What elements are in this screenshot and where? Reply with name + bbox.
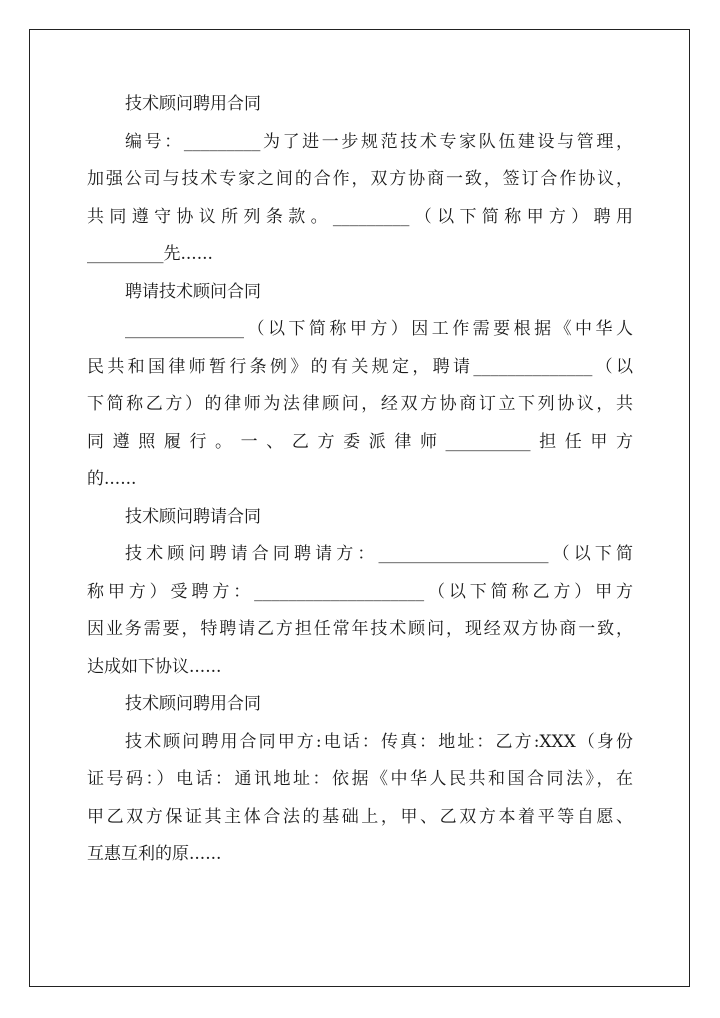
paragraph-line: 互惠互利的原......: [87, 844, 222, 864]
paragraph-line: 证号码：）电话：通讯地址：依据《中华人民共和国合同法》，在: [87, 769, 633, 789]
section-title: 技术顾问聘用合同: [125, 694, 261, 714]
paragraph-line: 的......: [87, 469, 137, 489]
section-title: 聘请技术顾问合同: [125, 281, 261, 302]
paragraph-line: 达成如下协议......: [87, 656, 222, 677]
document-body: [87, 86, 633, 874]
paragraph-line: 共同遵守协议所列条款。_________（以下简称甲方）聘用: [87, 206, 633, 227]
paragraph-line: 称甲方）受聘方：____________________（以下简称乙方）甲方: [87, 581, 633, 602]
section-title: 技术顾问聘请合同: [125, 506, 261, 527]
paragraph-line: 因业务需要，特聘请乙方担任常年技术顾问，现经双方协商一致，: [87, 619, 633, 639]
paragraph-line: 下简称乙方）的律师为法律顾问，经双方协商订立下列协议，共: [87, 394, 633, 414]
paragraph-line: 编号：_________为了进一步规范技术专家队伍建设与管理，: [125, 131, 633, 152]
paragraph-line: 民共和国律师暂行条例》的有关规定，聘请______________（以: [87, 356, 633, 377]
paragraph-line: 同遵照履行。一、乙方委派律师__________担任甲方: [87, 431, 633, 452]
paragraph-line: _________先......: [87, 244, 213, 264]
paragraph-line: 技术顾问聘用合同甲方:电话：传真：地址：乙方:XXX（身份: [125, 731, 633, 752]
paragraph-line: 技术顾问聘请合同聘请方：____________________（以下简: [125, 544, 633, 564]
paragraph-line: 甲乙双方保证其主体合法的基础上，甲、乙双方本着平等自愿、: [87, 806, 633, 827]
paragraph-line: 加强公司与技术专家之间的合作，双方协商一致，签订合作协议，: [87, 169, 633, 189]
paragraph-line: ______________（以下简称甲方）因工作需要根据《中华人: [125, 319, 633, 339]
section-title: 技术顾问聘用合同: [125, 94, 261, 114]
